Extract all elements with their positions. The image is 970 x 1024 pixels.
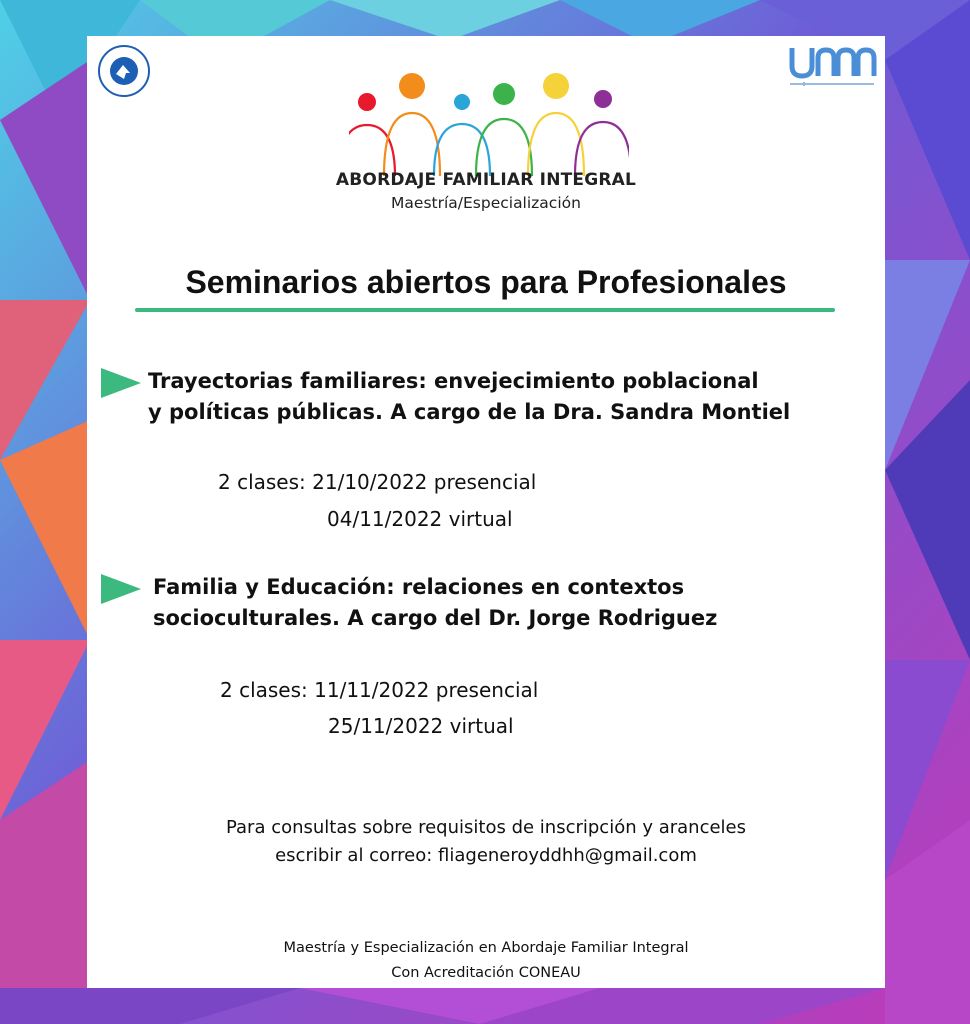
seminar-1-dates-line1: 2 clases: 21/10/2022 presencial [218,470,537,494]
person-head [594,90,612,108]
seminar-2-title-line2: socioculturales. A cargo del Dr. Jorge Rodriguez [153,606,718,630]
contact-line1: Para consultas sobre requisitos de inscripción y aranceles [225,817,747,838]
faculty-logo [96,43,152,99]
seminar-1-title-line2: y políticas públicas. A cargo de la Dra. Sandra Montiel [148,400,791,424]
seminar-1-title-line1: Trayectorias familiares: envejecimiento poblacional [148,369,759,393]
program-subtitle: Maestría/Especialización [391,194,581,212]
person-head [358,93,376,111]
footer-line1: Maestría y Especialización en Abordaje Familiar Integral [283,940,689,956]
person-head [454,94,470,110]
contact-email-line[interactable]: escribir al correo: fliageneroyddhh@gmail.com [275,845,697,866]
seminar-1-dates-line2: 04/11/2022 virtual [327,507,513,531]
play-arrow-icon [101,366,141,400]
seminar-2-title-line1: Familia y Educación: relaciones en contextos [153,575,685,599]
play-arrow-icon [101,572,141,606]
unam-logo [784,42,880,90]
person-head [399,73,425,99]
person-body [384,113,440,176]
person-body [476,119,532,176]
headline-underline [135,308,835,312]
family-people-icon [349,72,629,180]
seminar-2-dates-line1: 2 clases: 11/11/2022 presencial [220,678,539,702]
flyer-card [87,36,885,988]
footer-accreditation: Con Acreditación CONEAU [391,965,581,981]
page-headline: Seminarios abiertos para Profesionales [185,264,787,300]
person-body [434,124,490,176]
person-body [349,125,395,176]
person-head [543,73,569,99]
program-title: ABORDAJE FAMILIAR INTEGRAL [335,170,637,190]
seminar-2-dates-line2: 25/11/2022 virtual [328,714,514,738]
person-head [493,83,515,105]
